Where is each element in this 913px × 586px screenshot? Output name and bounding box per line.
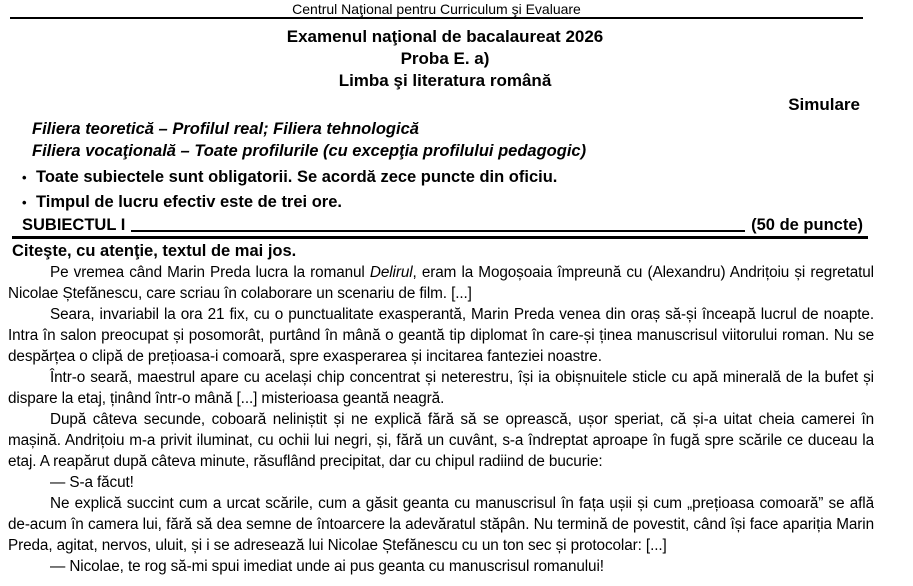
subject-label: SUBIECTUL I: [22, 216, 126, 234]
session-label: Simulare: [788, 95, 860, 114]
institution-header: Centrul Naţional pentru Curriculum şi Evaluare: [292, 1, 581, 17]
note-time-text: Timpul de lucru efectiv este de trei ore.: [36, 193, 342, 211]
paragraph-4: După câteva secunde, coboară neliniștit și ne explică fără să se oprească, ușor speriat, că și-a uitat cheia camerei în mașină. Andrițoiu m-a privit iluminat, cu ochii lui negri, și, fără un cuvânt, s-a îndreptat aproape în fugă spre scările ce duceau la etaj. A reapărut după câteva minute, răsuflând precipitat, dar cu chipul radiind de bucurie:: [8, 411, 874, 470]
filiera-line-2: Filiera vocaţională – Toate profilurile (cu excepţia profilului pedagogic): [32, 142, 587, 160]
bullet-icon: •: [22, 170, 27, 185]
note-obligatory-text: Toate subiectele sunt obligatorii. Se acordă zece puncte din oficiu.: [36, 168, 558, 186]
instruction: Citeşte, cu atenţie, textul de mai jos.: [12, 242, 297, 260]
exam-notes: [22, 165, 873, 215]
filiera-block: [32, 118, 873, 162]
header-divider: [10, 17, 863, 19]
paragraph-6: Ne explică succint cum a urcat scările, cum a găsit geanta cu manuscrisul în fața ușii și cum „prețioasa comoară” se află de-acum în camera lui, fără să dea semne de întoarcere la adevăratul stăpân. Nu termină de povestit, când își face apariția Marin Preda, agitat, nervos, uluit, și i se adresează lui Nicolae Ștefănescu cu un ton sec și protocolar: [...]: [8, 495, 874, 554]
paragraph-5-dialogue: — S-a făcut!: [50, 474, 134, 491]
note-time: [22, 190, 873, 215]
clipped-line: — Nicolae, te rog să-mi spui imediat unde ai pus geanta cu manuscrisul romanului!: [50, 558, 604, 575]
subject-points: (50 de puncte): [751, 216, 863, 234]
paragraph-1-start: Pe vremea când Marin Preda lucra la romanul: [50, 264, 370, 281]
exam-text: [8, 262, 874, 586]
subject-row: [22, 216, 863, 235]
subject-filler-line: [131, 230, 745, 232]
paragraph-3: Într-o seară, maestrul apare cu același chip concentrat și neterestru, își ia obișnuitele sticle cu apă minerală de la bufet și dispare la etaj, ținând într-o mână [...] misterioasa geantă neagră.: [8, 369, 874, 407]
novel-title: Delirul: [369, 264, 413, 281]
paragraph-1-end: , eram la Mogoșoaia împreună cu (Alexandru) Andrițoiu și regretatul Nicolae Ștefănescu, care scriau în colaborare un scenariu de film. [...]: [8, 264, 874, 302]
subject-divider: [12, 236, 868, 239]
exam-title: Examenul naţional de bacalaureat 2026: [286, 27, 604, 46]
exam-proba: Proba E. a): [400, 49, 490, 68]
bullet-icon: •: [22, 195, 27, 210]
paragraph-2: Seara, invariabil la ora 21 fix, cu o punctualitate exasperantă, Marin Preda venea din oraș să-și înceapă lucrul de noapte. Intra în salon preocupat și posomorât, purtând în mână o geantă tip diplomat în care-și ținea manuscrisul viitorului roman. Nu se despărțea o clipă de prețioasa-i comoară, spre exasperarea și incitarea fanteziei noastre.: [8, 306, 874, 365]
filiera-line-1: Filiera teoretică – Profilul real; Filiera tehnologică: [32, 120, 419, 138]
exam-discipline: Limba şi literatura română: [338, 71, 552, 90]
title-block: [0, 26, 890, 92]
note-obligatory: [22, 165, 873, 190]
paragraph-1: [8, 262, 874, 304]
